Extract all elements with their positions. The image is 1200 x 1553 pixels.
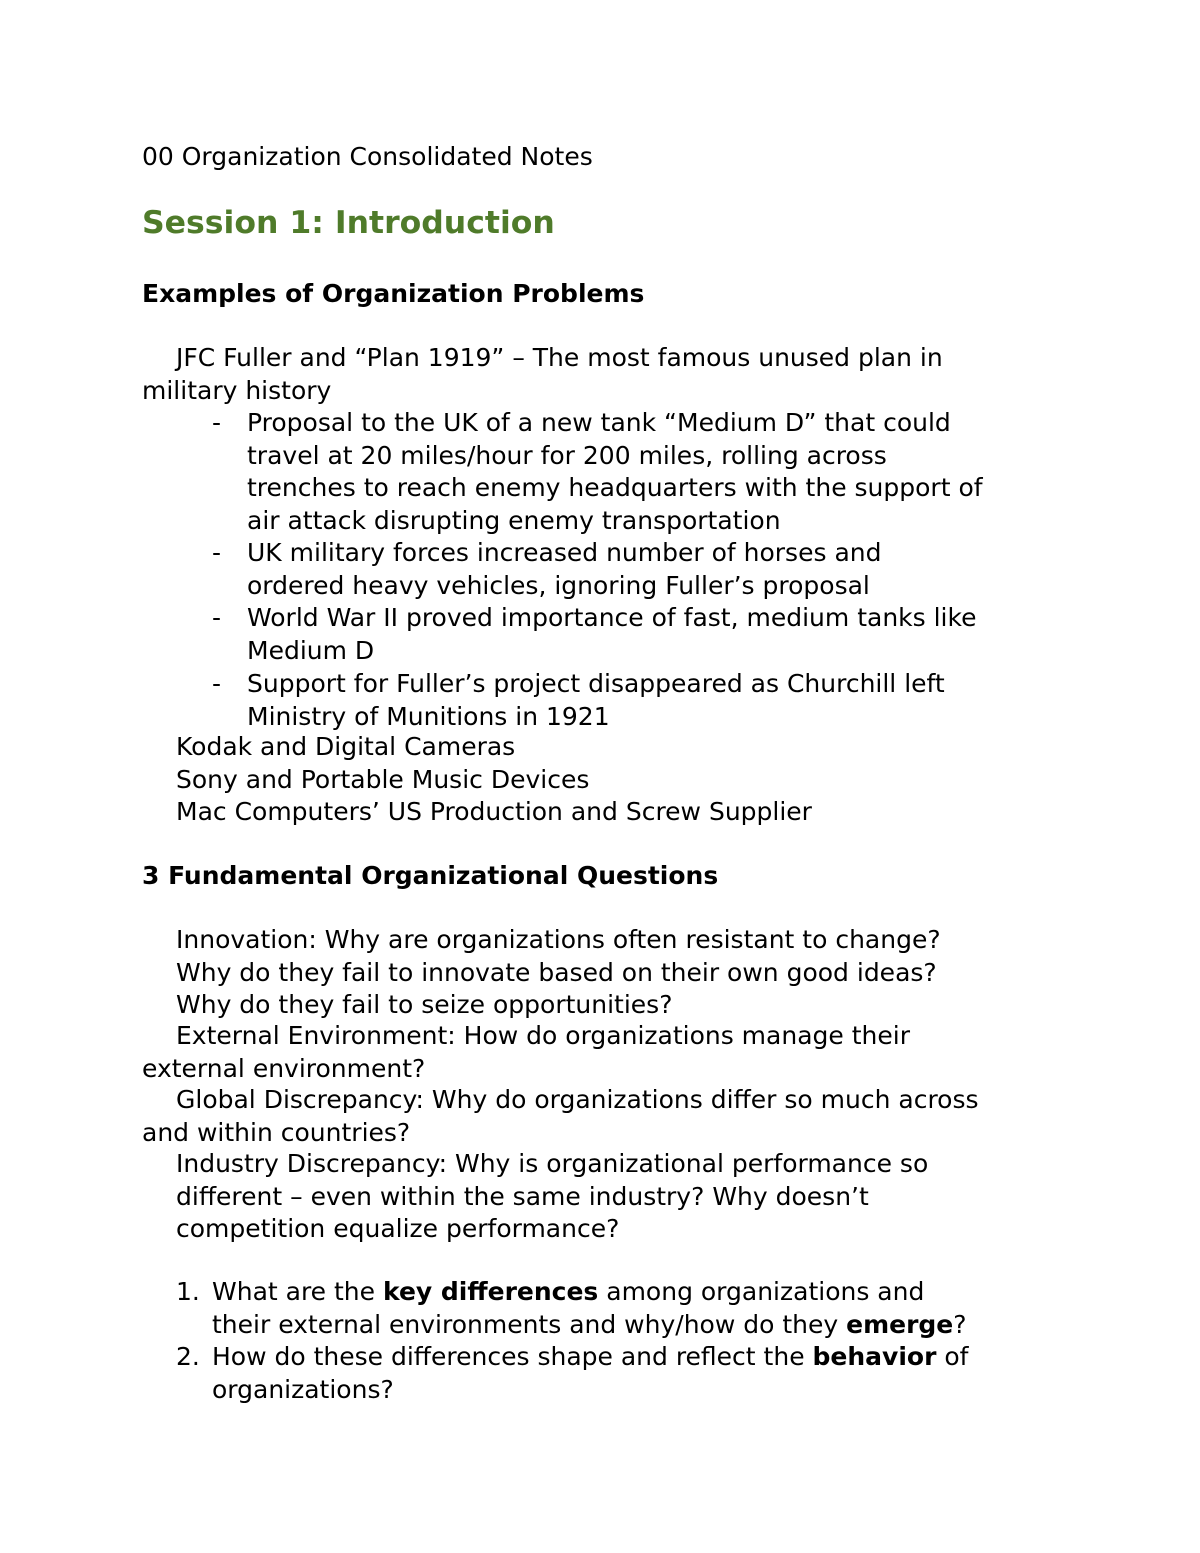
bullet-line: trenches to reach enemy headquarters with the support of — [247, 473, 983, 502]
paragraph-line: Why do they fail to innovate based on their own good ideas? — [176, 957, 937, 987]
paragraph-line: different – even within the same industry? Why doesn’t — [176, 1181, 869, 1211]
bullet-line: Ministry of Munitions in 1921 — [247, 701, 610, 731]
paragraph-line: and within countries? — [142, 1117, 411, 1147]
example-item: Kodak and Digital Cameras — [176, 732, 516, 761]
numbered-line: How do these differences shape and reflect the behavior of — [212, 1342, 969, 1371]
bold-term: key differences — [382, 1277, 599, 1306]
dash-bullet-icon: - — [212, 408, 222, 437]
dash-bullet-icon: - — [212, 538, 222, 567]
paragraph-line: Industry Discrepancy: Why is organizational performance so — [176, 1149, 929, 1178]
bullet-line: travel at 20 miles/hour for 200 miles, rolling across — [247, 440, 887, 470]
example-item: Sony and Portable Music Devices — [176, 764, 590, 794]
paragraph-line: external environment? — [142, 1053, 426, 1083]
bullet-line: UK military forces increased number of horses and — [247, 538, 882, 567]
dash-bullet-icon: - — [212, 669, 222, 698]
bold-term: emerge — [846, 1309, 954, 1339]
bullet-line: Proposal to the UK of a new tank “Medium D” that could — [247, 408, 951, 437]
paragraph-line: Global Discrepancy: Why do organizations differ so much across — [176, 1085, 979, 1114]
bold-term: behavior — [812, 1342, 937, 1371]
document-title: 00 Organization Consolidated Notes — [142, 142, 593, 171]
list-number: 2. — [176, 1342, 200, 1371]
example-list — [176, 731, 812, 829]
paragraph-line: Why do they fail to seize opportunities? — [176, 990, 673, 1019]
dash-bullet-icon: - — [212, 603, 222, 632]
list-number: 1. — [176, 1277, 200, 1306]
section-heading-questions: 3 Fundamental Organizational Questions — [142, 861, 719, 890]
paragraph-line: JFC Fuller and “Plan 1919” – The most famous unused plan in — [176, 343, 943, 372]
numbered-line: their external environments and why/how do they emerge? — [212, 1309, 967, 1339]
bullet-line: air attack disrupting enemy transportation — [247, 505, 781, 535]
paragraph-industry-discrepancy — [176, 1148, 928, 1246]
bullet-line: World War II proved importance of fast, medium tanks like — [247, 603, 977, 632]
paragraph-line: External Environment: How do organizations manage their — [176, 1021, 910, 1050]
paragraph-innovation — [176, 924, 941, 1022]
numbered-line: What are the key differences among organizations and — [212, 1277, 925, 1306]
bullet-line: Medium D — [247, 635, 375, 665]
paragraph-external-environment — [142, 1020, 910, 1085]
bullet-line: Support for Fuller’s project disappeared as Churchill left — [247, 669, 945, 698]
numbered-line: organizations? — [212, 1374, 394, 1404]
paragraph-global-discrepancy — [142, 1084, 979, 1149]
paragraph-fuller-plan — [142, 342, 943, 407]
paragraph-line: military history — [142, 375, 332, 405]
example-item: Mac Computers’ US Production and Screw Supplier — [176, 797, 812, 826]
session-heading: Session 1: Introduction — [142, 205, 555, 241]
paragraph-line: competition equalize performance? — [176, 1214, 620, 1243]
bullet-line: ordered heavy vehicles, ignoring Fuller’s proposal — [247, 570, 870, 600]
section-heading-examples: Examples of Organization Problems — [142, 279, 645, 308]
paragraph-line: Innovation: Why are organizations often resistant to change? — [176, 925, 941, 954]
